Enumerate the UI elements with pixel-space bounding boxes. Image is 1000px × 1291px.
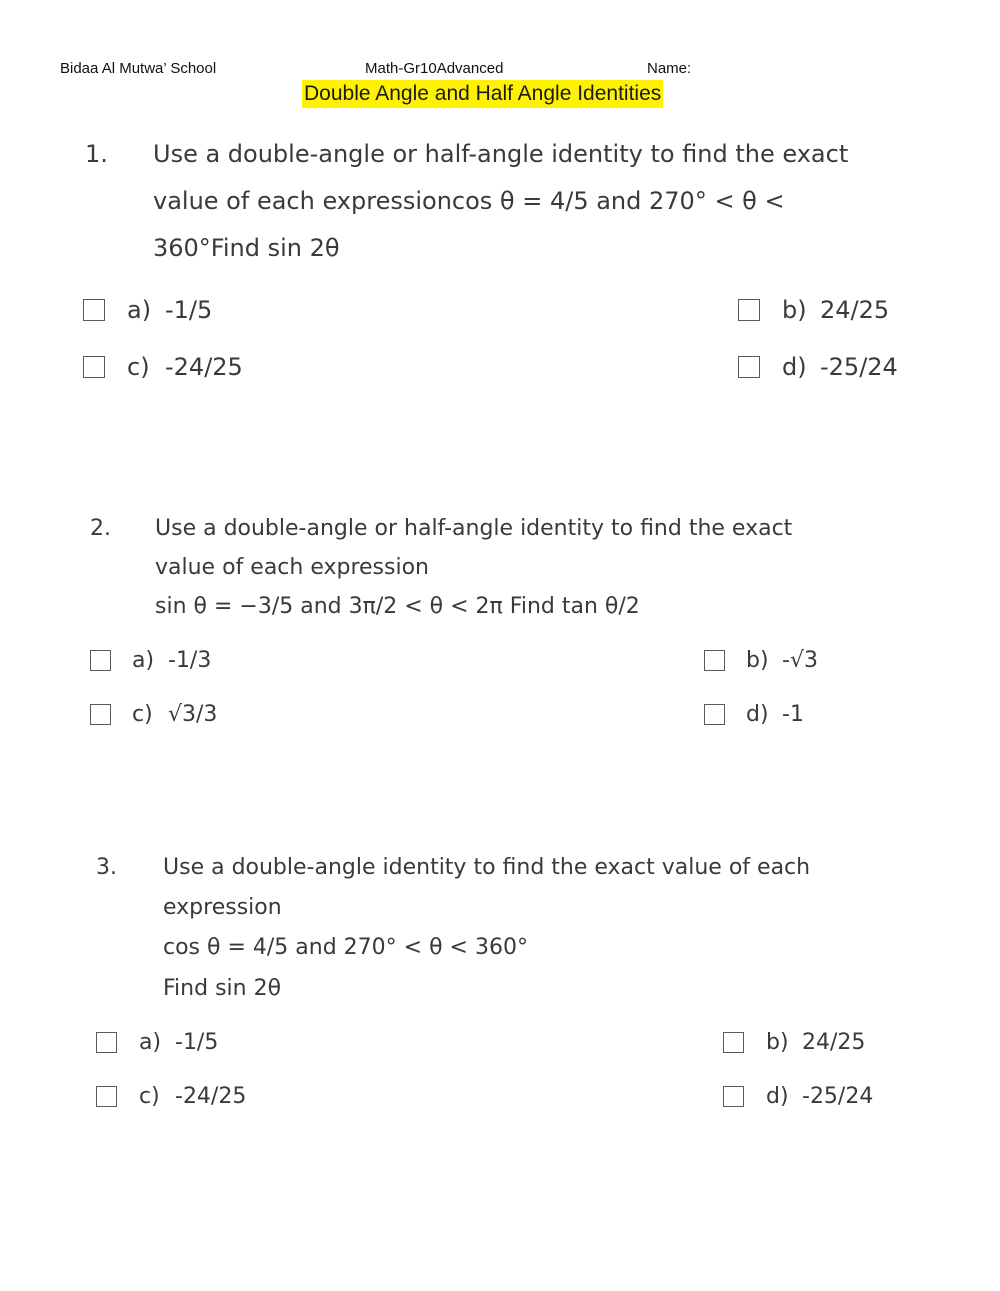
question-text-line: Use a double-angle or half-angle identity to find the exact bbox=[155, 516, 793, 541]
checkbox-a[interactable] bbox=[96, 1032, 117, 1053]
question-number: 2. bbox=[90, 516, 111, 541]
question-text-line: value of each expression bbox=[155, 555, 430, 580]
question-3 bbox=[96, 855, 966, 1125]
option-letter: c) bbox=[132, 702, 153, 727]
option-letter: d) bbox=[766, 1084, 789, 1109]
option-d[interactable] bbox=[704, 702, 804, 727]
question-2 bbox=[90, 516, 960, 736]
option-text: -24/25 bbox=[165, 353, 243, 381]
option-text: -√3 bbox=[782, 648, 818, 673]
option-c[interactable] bbox=[96, 1084, 246, 1109]
option-letter: c) bbox=[139, 1084, 160, 1109]
option-letter: d) bbox=[782, 353, 807, 381]
question-text-line: cos θ = 4/5 and 270° < θ < 360° bbox=[163, 935, 528, 960]
checkbox-b[interactable] bbox=[723, 1032, 744, 1053]
option-text: -24/25 bbox=[175, 1084, 247, 1109]
checkbox-b[interactable] bbox=[738, 299, 760, 321]
checkbox-c[interactable] bbox=[83, 356, 105, 378]
question-text-line: expression bbox=[163, 895, 282, 920]
option-letter: d) bbox=[746, 702, 769, 727]
course-name: Math-Gr10Advanced bbox=[365, 60, 504, 77]
school-name: Bidaa Al Mutwa’ School bbox=[60, 60, 217, 77]
option-d[interactable] bbox=[738, 353, 898, 381]
option-c[interactable] bbox=[90, 702, 217, 727]
option-b[interactable] bbox=[704, 648, 818, 673]
option-letter: a) bbox=[139, 1030, 162, 1055]
option-a[interactable] bbox=[90, 648, 211, 673]
question-text-line: sin θ = −3/5 and 3π/2 < θ < 2π Find tan θ/2 bbox=[155, 594, 640, 619]
option-d[interactable] bbox=[723, 1084, 873, 1109]
option-b[interactable] bbox=[738, 296, 889, 324]
checkbox-c[interactable] bbox=[90, 704, 111, 725]
option-text: -25/24 bbox=[802, 1084, 874, 1109]
checkbox-a[interactable] bbox=[83, 299, 105, 321]
option-text: -1/5 bbox=[165, 296, 213, 324]
question-number: 1. bbox=[85, 140, 108, 168]
option-letter: b) bbox=[766, 1030, 789, 1055]
question-text-line: Use a double-angle or half-angle identity to find the exact bbox=[153, 140, 849, 168]
option-text: √3/3 bbox=[168, 702, 218, 727]
checkbox-d[interactable] bbox=[723, 1086, 744, 1107]
checkbox-a[interactable] bbox=[90, 650, 111, 671]
question-number: 3. bbox=[96, 855, 117, 880]
question-1 bbox=[85, 140, 965, 400]
option-text: -1/5 bbox=[175, 1030, 219, 1055]
question-text-line: value of each expressioncos θ = 4/5 and 270° < θ < bbox=[153, 187, 785, 215]
option-letter: b) bbox=[746, 648, 769, 673]
checkbox-c[interactable] bbox=[96, 1086, 117, 1107]
option-text: -1 bbox=[782, 702, 804, 727]
option-c[interactable] bbox=[83, 353, 243, 381]
checkbox-d[interactable] bbox=[738, 356, 760, 378]
option-text: -25/24 bbox=[820, 353, 898, 381]
option-text: -1/3 bbox=[168, 648, 212, 673]
question-text-line: Use a double-angle identity to find the exact value of each bbox=[163, 855, 811, 880]
question-text-line: Find sin 2θ bbox=[163, 976, 282, 1001]
question-text-line: 360°Find sin 2θ bbox=[153, 234, 340, 262]
checkbox-b[interactable] bbox=[704, 650, 725, 671]
name-label: Name: bbox=[647, 60, 692, 77]
option-letter: a) bbox=[132, 648, 155, 673]
option-letter: c) bbox=[127, 353, 150, 381]
option-a[interactable] bbox=[83, 296, 212, 324]
option-text: 24/25 bbox=[820, 296, 890, 324]
option-letter: b) bbox=[782, 296, 807, 324]
worksheet-title: Double Angle and Half Angle Identities bbox=[302, 80, 663, 108]
option-letter: a) bbox=[127, 296, 152, 324]
option-b[interactable] bbox=[723, 1030, 865, 1055]
checkbox-d[interactable] bbox=[704, 704, 725, 725]
option-a[interactable] bbox=[96, 1030, 218, 1055]
option-text: 24/25 bbox=[802, 1030, 866, 1055]
